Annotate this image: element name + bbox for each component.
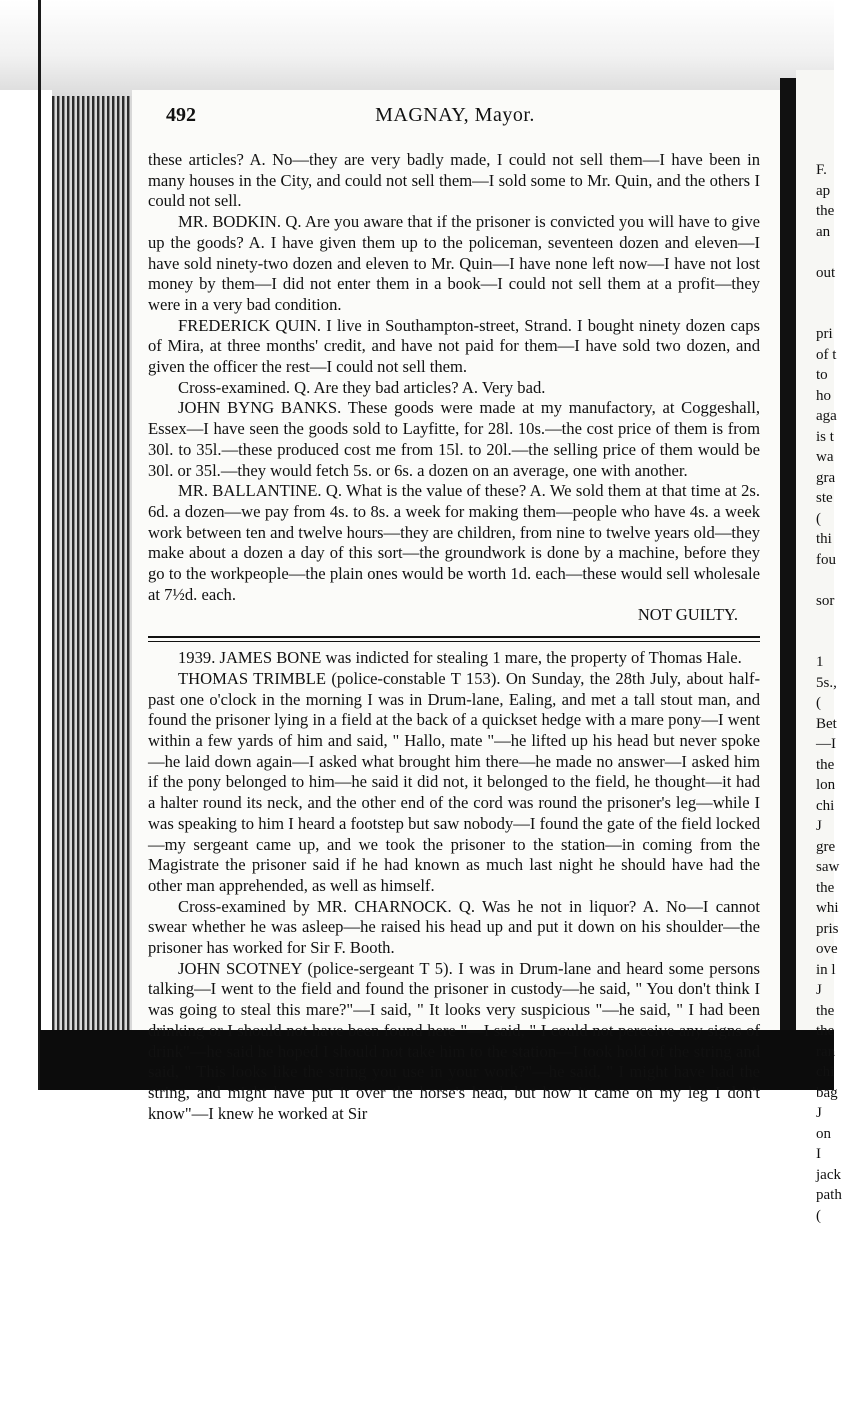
facing-page-fragment: gra: [816, 469, 836, 486]
page-number: 492: [166, 104, 196, 126]
facing-page-fragment: the: [816, 879, 835, 896]
facing-page-fragment: [816, 632, 836, 653]
facing-page-fragment: I: [816, 1146, 821, 1162]
facing-page-fragment: whi: [816, 900, 839, 916]
facing-page-fragment: wa: [816, 449, 834, 465]
book-spine: [780, 78, 796, 1038]
facing-page-fragment: the: [816, 1023, 835, 1039]
facing-page-fragment: to: [816, 367, 828, 383]
facing-page-fragment: gre: [816, 838, 836, 855]
facing-page-fragment: path: [816, 1187, 842, 1203]
facing-page-fragment: [816, 304, 836, 325]
facing-page-fragment: ste: [816, 490, 833, 506]
facing-page-fragment: is t: [816, 428, 834, 445]
paragraph: JOHN SCOTNEY (police-sergeant T 5). I was in Drum-lane and heard some persons talking—I went to the field and found the prisoner in custody—he said, " You don't think I was going to steal this mare?"—I said, " It looks very suspicious "—he said, " I had been drinking or I should not have been found here "—I said, " I could not perceive any signs of drink"—he said he hoped I should not take him to the station—I took hold of the string and said, " This looks like the string you use in your work?"—he said, " I might have had the string, and might have put it over the horse's head, but how it came on my leg I don't know"—I knew he worked at Sir: [148, 958, 760, 1123]
facing-page-fragment: the: [816, 1002, 835, 1019]
book-page-edges: [52, 96, 138, 1036]
paragraph: Cross-examined by MR. CHARNOCK. Q. Was he not in liquor? A. No—I cannot swear whether he was asleep—he raised his head up and put it down on his shoulder—the prisoner has worked for Sir F. Booth.: [148, 896, 760, 958]
facing-page-fragment: ap: [816, 182, 831, 199]
running-title: MAGNAY, Mayor.: [375, 104, 535, 126]
facing-page-fragment: out: [816, 264, 836, 281]
facing-page-fragment: saw: [816, 859, 840, 875]
facing-page-fragment: an: [816, 223, 831, 240]
facing-page-fragment: fou: [816, 551, 836, 568]
facing-page-fragment: on: [816, 1125, 831, 1142]
facing-page-fragment: (: [816, 695, 821, 711]
case-heading: 1939. JAMES BONE was indicted for stealing 1 mare, the property of Thomas Hale.: [178, 648, 742, 668]
section-rule-thin: [148, 641, 760, 642]
facing-page-fragment: J: [816, 818, 822, 834]
facing-page-fragment: Bet: [816, 715, 837, 732]
facing-page-fragment: jack: [816, 1166, 841, 1183]
facing-page-fragment: (: [816, 510, 821, 527]
facing-page-fragment: aga: [816, 408, 837, 424]
facing-page-fragment: ran: [816, 1043, 836, 1060]
facing-page-fragment: J: [816, 982, 822, 998]
paragraph: Cross-examined. Q. Are they bad articles? A. Very bad.: [178, 377, 546, 397]
paragraph: these articles? A. No—they are very badly made, I could not sell them—I have been in many houses in the City, and could not sell them—I sold some to Mr. Quin, and the others I could not sell.: [148, 150, 760, 211]
page-header: [166, 104, 744, 130]
facing-page-fragment: (: [816, 1207, 821, 1224]
facing-page-fragment: J: [816, 1105, 822, 1121]
facing-page-fragment: in l: [816, 961, 836, 978]
paragraph: FREDERICK QUIN. I live in Southampton-street, Strand. I bought ninety dozen caps of Mira, at three months' credit, and have not paid for them—I have sold two dozen, and given the officer the rest—I could not sell them.: [148, 315, 760, 377]
facing-page-fragment: [816, 242, 836, 263]
facing-page-fragment: [816, 570, 836, 591]
facing-page-fragment: 5s.,: [816, 674, 837, 691]
facing-page-fragment: F.: [816, 162, 827, 178]
facing-page-fragment: [816, 611, 836, 632]
scan-top-shadow: [0, 0, 834, 100]
facing-page-fragment: ove: [816, 941, 838, 957]
facing-page-fragment: sor: [816, 592, 835, 609]
facing-page-fragment: pris: [816, 920, 839, 937]
scan-bottom-margin: [0, 1090, 842, 1402]
verdict: NOT GUILTY.: [637, 605, 738, 625]
facing-page-fragment: chi: [816, 797, 835, 814]
facing-page-fragment: 1: [816, 654, 824, 670]
facing-page-fragment: of t: [816, 346, 837, 363]
paragraph: MR. BODKIN. Q. Are you aware that if the prisoner is convicted you will have to give up the goods? A. I have given them up to the policeman, seventeen dozen and eleven—I have sold ninety-two dozen and eleven to Mr. Quin—I have none left now—I have not lost money by them—I did not enter them in a book—I could not sell them at a profit—they were in a very bad condition.: [148, 212, 760, 314]
facing-page-fragment: bag: [816, 1084, 838, 1101]
page-body: [148, 150, 760, 1124]
facing-page-fragment: lon: [816, 777, 836, 793]
paragraph: THOMAS TRIMBLE (police-constable T 153). On Sunday, the 28th July, about half-past one o'clock in the morning I was in Drum-lane, Ealing, and met a tall stout man, and found the prisoner lying in a field at the back of a quickset hedge with a mare pony—I went within a few yards of him and said, " Hallo, mate "—he lifted up his head but never spoke—he laid down again—I asked what brought him there—he made no answer—I asked him if the pony belonged to him—he said it did not, it belonged to the field, he thought—it had a halter round its neck, and the other end of the cord was round the prisoner's leg—while I was speaking to him I heard a footstep but saw nobody—I found the gate of the field locked—my sergeant came up, and we took the prisoner to the station—in coming from the Magistrate the prisoner said if he had known as much last night he should have had the other man apprehended, as well as himself.: [148, 668, 760, 895]
facing-page-fragment: the: [816, 203, 835, 219]
facing-page-fragment: the: [816, 756, 835, 773]
facing-page-fragment: —I: [816, 736, 836, 752]
facing-page-fragment: thi: [816, 531, 832, 547]
facing-page-text: [816, 160, 842, 1226]
paragraph: MR. BALLANTINE. Q. What is the value of these? A. We sold them at that time at 2s. 6d. a dozen—we pay from 4s. to 8s. a week for making them—people who have 4s. a week work between ten and twelve hours—they are children, from nine to twelve years old—they make about a dozen a day of this sort—the groundwork is done by a machine, before they go to the workpeople—the plain ones would be worth 1d. each—these would sell wholesale at 7½d. each.: [148, 481, 760, 604]
facing-page-fragment: [816, 283, 836, 304]
facing-page-fragment: ho: [816, 387, 831, 404]
facing-page-fragment: chi: [816, 1064, 835, 1080]
section-rule: [148, 636, 760, 638]
facing-page-fragment: pri: [816, 326, 833, 342]
paragraph: JOHN BYNG BANKS. These goods were made at my manufactory, at Coggeshall, Essex—I have seen the goods sold to Layfitte, for 28l. 10s.—the cost price of them is from 30l. to 35l.—these produced cost me from 15l. to 20l.—the selling price of them would be 30l. or 35l.—they would fetch 5s. or 6s. a dozen on an average, one with another.: [148, 398, 760, 480]
